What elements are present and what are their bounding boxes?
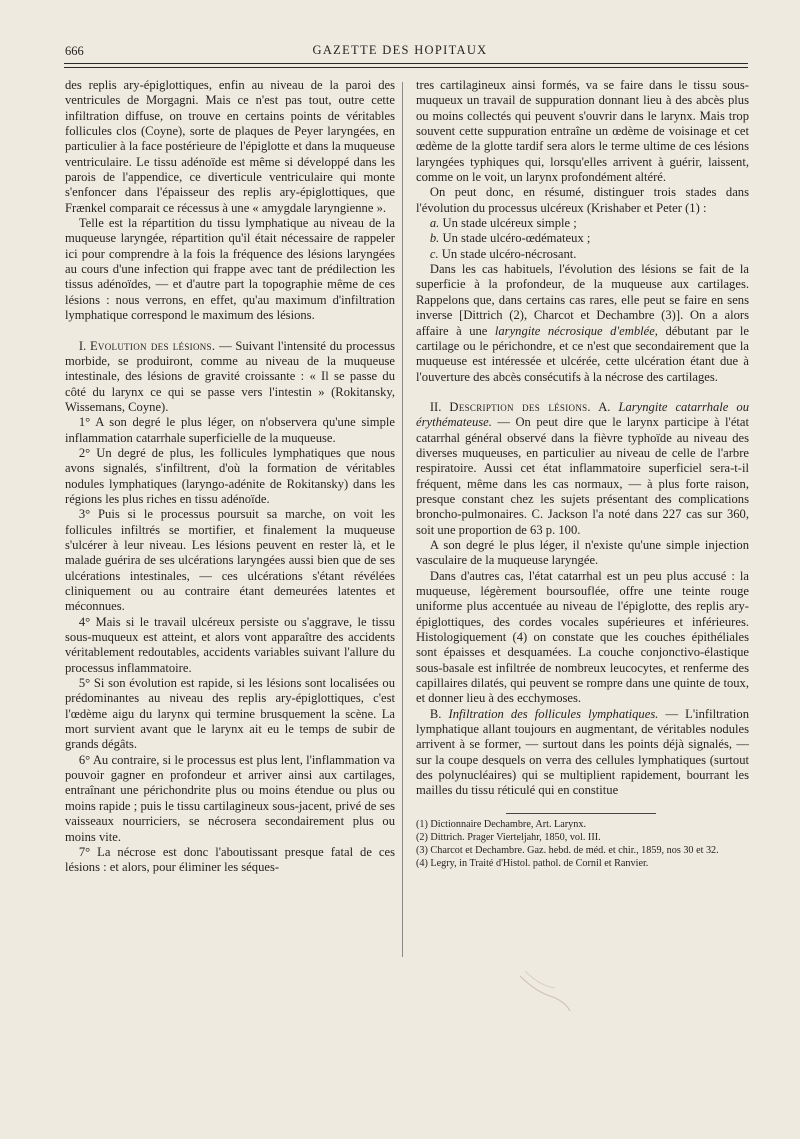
numbered-item: 2° Un degré de plus, les follicules lymphatiques que nous avons signalés, s'infiltrent, d'où la formation de véritables nodules lymphatiques (laryngo-adénite de Rokitansky) dans les régions les plus riches en tissu adénoïde. bbox=[65, 445, 395, 506]
stage-letter: c. bbox=[429, 246, 439, 261]
paragraph: On peut donc, en résumé, distinguer trois stades dans l'évolution du processus ulcéreux (Krishaber et Peter (1) : bbox=[416, 185, 749, 215]
subsection-heading: Infiltration des follicules lymphatiques. bbox=[448, 706, 659, 721]
section-number: I. bbox=[78, 338, 87, 353]
stage-item bbox=[416, 247, 749, 262]
paragraph: des replis ary-épiglottiques, enfin au niveau de la paroi des ventricules de Morgagni. Mais ce n'est pas tout, outre cette infiltration diffuse, on trouve en certains points de véritables follicules clos (Coyne), sorte de plaques de Peyer laryngées, en particulier à la face postérieure de l'épiglotte et dans la muqueuse ventriculaire. Le tissu adénoïde est même si développé dans les parois de l'appendice, ce diverticule ventriculaire qui monte s'enfoncer dans l'épaisseur des replis ary-épiglottiques, que Frænkel comparait ce récessus à une « amygdale laryngienne ». bbox=[65, 78, 395, 215]
paragraph bbox=[416, 262, 749, 385]
stage-text: Un stade ulcéro-nécrosant. bbox=[441, 246, 577, 261]
stage-item bbox=[416, 216, 749, 231]
stage-letter: a. bbox=[429, 216, 440, 231]
paragraph: Dans d'autres cas, l'état catarrhal est un peu plus accusé : la muqueuse, légèrement boursouflée, offre une teinte rouge uniforme plus accentuée au niveau de l'épiglotte, des replis ary-épiglottiques, des cordes vocales supérieures et inférieures. Histologiquement (4) on constate que les couches épithéliales sont épaisses et desquamées. La couche conjonctivo-élastique sous-basale est infiltrée de nombreux leucocytes, et renferme des capillaires dilatés, qui peuvent se rompre dans une quinte de toux, et donner lieu à des ecchymoses. bbox=[416, 568, 749, 706]
footnote: (1) Dictionnaire Dechambre, Art. Larynx. bbox=[416, 818, 587, 830]
right-column bbox=[416, 78, 749, 870]
left-column bbox=[65, 78, 395, 876]
paragraph: A son degré le plus léger, il n'existe qu'une simple injection vasculaire de la muqueuse laryngée. bbox=[416, 537, 749, 568]
faded-stamp-mark bbox=[515, 966, 575, 1021]
paragraph: Telle est la répartition du tissu lymphatique au niveau de la muqueuse laryngée, répartition qu'il était nécessaire de rappeler ici pour comprendre à la fois la fréquence des lésions laryngées au cours d'une infection qui frappe avec tant de prédilection les tissus adénoïdes, — et d'autre part la topographie même de ces lésions : nous verrons, en effet, qu'au maximum d'infiltration lymphatique correspond le maximum des lésions. bbox=[65, 216, 395, 323]
footnote-rule bbox=[506, 813, 656, 814]
numbered-item: 4° Mais si le travail ulcéreux persiste ou s'aggrave, le tissu sous-muqueux est atteint, et alors vont apparaître des accidents véritablement redoutables, accidents variables suivant l'allure du processus inflammatoire. bbox=[65, 614, 395, 675]
section-1-paragraph bbox=[65, 339, 395, 416]
section-heading: Description des lésions. bbox=[449, 399, 591, 414]
subsection-letter: A. bbox=[598, 399, 611, 414]
section-2-paragraph bbox=[416, 400, 749, 538]
stage-letter: b. bbox=[429, 231, 440, 246]
header-rule-thick bbox=[64, 63, 748, 64]
numbered-item: 1° A son degré le plus léger, on n'observera qu'une simple inflammation catarrhale superficielle de la muqueuse. bbox=[65, 415, 395, 445]
footnote: (3) Charcot et Dechambre. Gaz. hebd. de méd. et chir., 1859, nos 30 et 32. bbox=[416, 844, 719, 856]
stage-text: Un stade ulcéro-œdémateux ; bbox=[442, 231, 591, 246]
subsection-heading: Laryngite catarrhale ou érythémateuse. bbox=[416, 399, 749, 430]
paragraph: tres cartilagineux ainsi formés, va se faire dans le tissu sous-muqueux un travail de suppuration donnant lieu à des abcès plus ou moins collectés qui peuvent s'ouvrir dans le larynx. Mais trop souvent cette suppuration entraîne un œdème de voisinage et cet œdème de la glotte tardif sera alors le terme ultime de ces lésions laryngées typhiques qui, lorsqu'elles arrivent à guérir, laissent, comme on le voit, un larynx profondément altéré. bbox=[416, 78, 749, 185]
column-divider bbox=[402, 82, 403, 957]
footnote: (4) Legry, in Traité d'Histol. pathol. de Cornil et Ranvier. bbox=[416, 857, 649, 869]
numbered-item: 6° Au contraire, si le processus est plus lent, l'inflammation va pouvoir gagner en profondeur et arriver ainsi aux cartilages, entraînant une périchondrite plus ou moins étendue ou plus ou moins rapide ; puis le tissu cartilagineux sous-jacent, privé de ses vaisseaux nourriciers, se nécrosera secondairement plus ou moins vite. bbox=[65, 752, 395, 844]
numbered-item: 7° La nécrose est donc l'aboutissant presque fatal de ces lésions : et alors, pour éliminer les séques- bbox=[65, 844, 395, 875]
journal-title: GAZETTE DES HOPITAUX bbox=[312, 43, 488, 57]
section-text: — L'infiltration lymphatique allant toujours en augmentant, de véritables nodules arrivent à se former, — surtout dans les points déjà signalés, — sur la coupe desquels on verra des cellules lymphatiques (surtout des polynucléaires) qui se multiplient rapidement, bourrant les mailles du tissu réticulé qui en constitue bbox=[416, 706, 749, 798]
stage-text: Un stade ulcéreux simple ; bbox=[442, 216, 577, 231]
text-run: Dans les cas habituels, l'évolution des lésions se fait de la superficie à la profondeur, de la muqueuse aux cartilages. Rappelons que, dans certains cas rares, elle peut se faire en sens inverse [Dittrich (2), Charcot et Dechambre (3)]. On a alors affaire à une bbox=[416, 262, 749, 338]
numbered-item: 5° Si son évolution est rapide, si les lésions sont localisées ou prédominantes au niveau des replis ary-épiglottiques, c'est l'œdème aigu du larynx qui termine brusquement la scène. La mort survient avant que le larynx ait eu le temps de subir de grands dégâts. bbox=[65, 676, 395, 752]
text-run: , débutant par le cartilage ou le périchondre, et ce n'est que secondairement que la muqueuse est intéressée et ulcérée, cette ulcération étant due à l'ouverture des abcès consécutifs à la nécrose des cartilages. bbox=[416, 323, 749, 384]
subsection-b-paragraph bbox=[416, 707, 749, 799]
stage-item bbox=[416, 231, 749, 246]
subsection-letter: B. bbox=[429, 706, 442, 721]
footnote: (2) Dittrich. Prager Vierteljahr, 1850, vol. III. bbox=[416, 831, 601, 843]
section-number: II. bbox=[429, 399, 442, 414]
numbered-item: 3° Puis si le processus poursuit sa marche, on voit les follicules infiltrés se mortifier, et finalement la muqueuse s'ulcérer à leur niveau. Les lésions peuvent en rester là, et le malade guérira de ses ulcérations laryngées aussi bien que de ses ulcérations intestinales, — ces ulcérations s'étant révélées cliniquement ou au contraire étant demeurées latentes et méconnues. bbox=[65, 507, 395, 614]
page-number: 666 bbox=[65, 44, 84, 58]
section-heading: Evolution des lésions. bbox=[89, 338, 216, 353]
header-rule-thin bbox=[64, 67, 748, 68]
section-text: — On peut dire que le larynx participe à l'état catarrhal général observé dans la fièvre typhoïde au niveau des diverses muqueuses, en particulier au niveau de celle de l'arbre respiratoire. Aussi cet état inflammatoire superficiel sera-t-il fréquent, même dans les cas normaux, — à plus forte raison, presque constant chez les sujets présentant des complications broncho-pulmonaires. C. Jackson l'a noté dans 227 cas sur 360, soit une proportion de 63 p. 100. bbox=[416, 415, 749, 537]
italic-term: laryngite nécrosique d'emblée bbox=[494, 323, 655, 338]
section-text: — Suivant l'intensité du processus morbide, se produiront, comme au niveau de la muqueuse intestinale, des lésions de gravité croissante : « Il se passe du côté du larynx ce qui se passe vers l'intestin » (Rokitansky, Wissemans, Coyne). bbox=[65, 338, 396, 414]
